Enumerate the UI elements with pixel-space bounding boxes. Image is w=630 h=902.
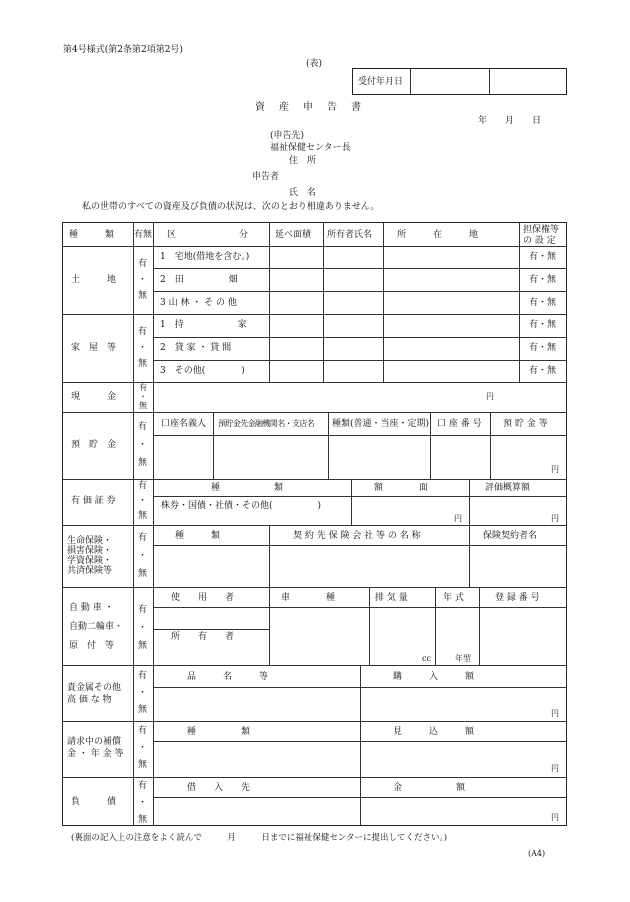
securities-value-yen: 円: [551, 514, 559, 523]
debts-col-lender: 借 入 先: [187, 783, 251, 793]
debts-yen: 円: [551, 813, 559, 822]
house-collateral-3: 有・無: [529, 366, 557, 376]
paper-size: (A4): [528, 849, 546, 858]
insurance-label: 生命保険・: [67, 536, 113, 546]
land-collateral-2: 有・無: [529, 275, 557, 285]
claims-yen: 円: [551, 764, 559, 773]
debts-col-amount: 金 額: [393, 783, 466, 793]
savings-label: 預 貯 金: [71, 440, 117, 450]
vehicle-model-year: 年型: [455, 654, 471, 663]
valuables-label: 貴金属その他: [67, 683, 122, 693]
asset-table: 種 類 有無 区 分 延べ面積 所有者氏名 所 在 地 担保権等 の 設 定 土 地 有 ・ 無 1 宅地(借地を含む。) 2 田 畑 3 山 林 ・ そ の 他 有・無 有・無 有・無 家 屋 等 有 ・ 無 1 持 家 2 貸 家 ・ 貸 間 3 その他( ) 有・無 有・無 有・無 現 金 有 ・ 無 円 預 貯 金 有 ・ 無 口座名義人 預貯金先金融機関名・支店名 種類(普通・当座・定期) 口 座 番 号 預 貯 金 等 円 有 価 証 券 有 ・ 無 種 類 額 面 評価概算額 株券・国債・社債・その他( ) 円 円 生命保険・ 損害保険・ 学資保険・ 共済保険等 有 ・ 無 種 類 契 約 先 保 険 会 社 等 の 名 称 保険契約者名 自 動 車 ・ 自動二輪車・ 原 付 等 有 ・ 無 使 用 者 車 種 排 気 量 年 式 登 録 番 号 所 有 者 cc 年型 貴金属その他 高 価 な 物 有 ・ 無 品 名 等 購 入 額 円 請求中の補償 金 ・ 年 金 等 有 ・ 無 種 類 見 込 額 円 負 債 有 ・ 無 借 入 先 金 額 円: [62, 222, 567, 826]
vehicle-col-registration: 登 録 番 号: [495, 593, 540, 603]
savings-col-account: 口 座 番 号: [437, 419, 482, 429]
vehicle-col-model: 車 種: [281, 593, 336, 603]
savings-col-bank: 預貯金先金融機関名・支店名: [218, 419, 315, 428]
house-collateral-1: 有・無: [529, 320, 557, 330]
valuables-col-price: 購 入 額: [393, 672, 475, 682]
securities-label: 有 価 証 券: [71, 496, 116, 506]
submission-note: (裏面の記入上の注意をよく読んで 月 日までに福祉保健センターに提出してください。): [71, 833, 448, 843]
form-number: 第4号様式(第2条第2項第2号): [63, 45, 183, 55]
vehicle-owner-label: 所 有 者: [171, 632, 235, 642]
savings-col-amount: 預 貯 金 等: [503, 419, 548, 429]
land-row-forest: 3 山 林 ・ そ の 他: [160, 298, 237, 308]
col-collateral: 担保権等: [523, 225, 560, 235]
land-row-field: 2 田 畑: [160, 275, 238, 285]
receipt-date-box: [352, 68, 567, 95]
valuables-yen: 円: [551, 709, 559, 718]
house-row-owned: 1 持 家: [160, 320, 247, 330]
house-label: 家 屋 等: [71, 343, 117, 353]
col-owner: 所有者氏名: [327, 230, 373, 240]
addressee: 福祉保健センター長: [270, 143, 351, 153]
front-mark: (表): [306, 59, 323, 69]
securities-col-face: 額 面: [374, 483, 429, 493]
vehicle-col-user: 使 用 者: [171, 593, 235, 603]
securities-col-value: 評価概算額: [485, 483, 531, 493]
house-row-other: 3 その他( ): [160, 366, 245, 376]
securities-col-kind: 種 類: [211, 483, 284, 493]
claims-col-kind: 種 類: [187, 727, 251, 737]
house-row-rental: 2 貸 家 ・ 貸 間: [160, 343, 232, 353]
cash-label: 現 金: [71, 392, 117, 402]
col-area: 延べ面積: [275, 230, 312, 240]
receipt-date-label: 受付年月日: [358, 77, 404, 87]
land-row-residential: 1 宅地(借地を含む。): [160, 252, 250, 262]
savings-col-type: 種類(普通・当座・定期): [332, 419, 430, 429]
claims-label: 請求中の補償: [67, 737, 122, 747]
insurance-col-kind: 種 類: [175, 531, 221, 541]
savings-yen: 円: [551, 465, 559, 474]
document-title: 資 産 申 告 書: [255, 102, 363, 113]
claims-col-expected: 見 込 額: [393, 727, 475, 737]
declarant-label: 申告者: [252, 172, 280, 182]
securities-kind-example: 株券・国債・社債・その他( ): [161, 501, 322, 511]
name-label: 氏 名: [289, 188, 317, 198]
address-label: 住 所: [289, 156, 317, 166]
securities-face-yen: 円: [454, 514, 462, 523]
savings-col-holder: 口座名義人: [161, 419, 207, 429]
land-collateral-3: 有・無: [529, 298, 557, 308]
vehicle-cc: cc: [422, 654, 431, 663]
insurance-col-holder: 保険契約者名: [483, 531, 538, 541]
col-location: 所 在 地: [397, 230, 479, 240]
valuables-col-item: 品 名 等: [187, 672, 269, 682]
submission-date: 年 月 日: [478, 116, 542, 126]
house-collateral-2: 有・無: [529, 343, 557, 353]
land-label: 土 地: [71, 275, 117, 285]
col-category: 区 分: [167, 230, 249, 240]
land-collateral-1: 有・無: [529, 252, 557, 262]
vehicle-col-year: 年 式: [443, 593, 464, 603]
insurance-col-company: 契 約 先 保 険 会 社 等 の 名 称: [293, 531, 421, 541]
debts-label: 負 債: [71, 797, 117, 807]
addressee-label: (申告先): [270, 131, 305, 141]
declaration-text: 私の世帯のすべての資産及び負債の状況は、次のとおり相違ありません。: [82, 202, 380, 212]
col-kind: 種 類: [69, 230, 115, 240]
vehicle-col-displacement: 排 気 量: [375, 593, 408, 603]
col-presence: 有無: [134, 230, 153, 240]
cash-yen: 円: [486, 392, 494, 401]
vehicle-label: 自 動 車 ・: [69, 603, 114, 613]
